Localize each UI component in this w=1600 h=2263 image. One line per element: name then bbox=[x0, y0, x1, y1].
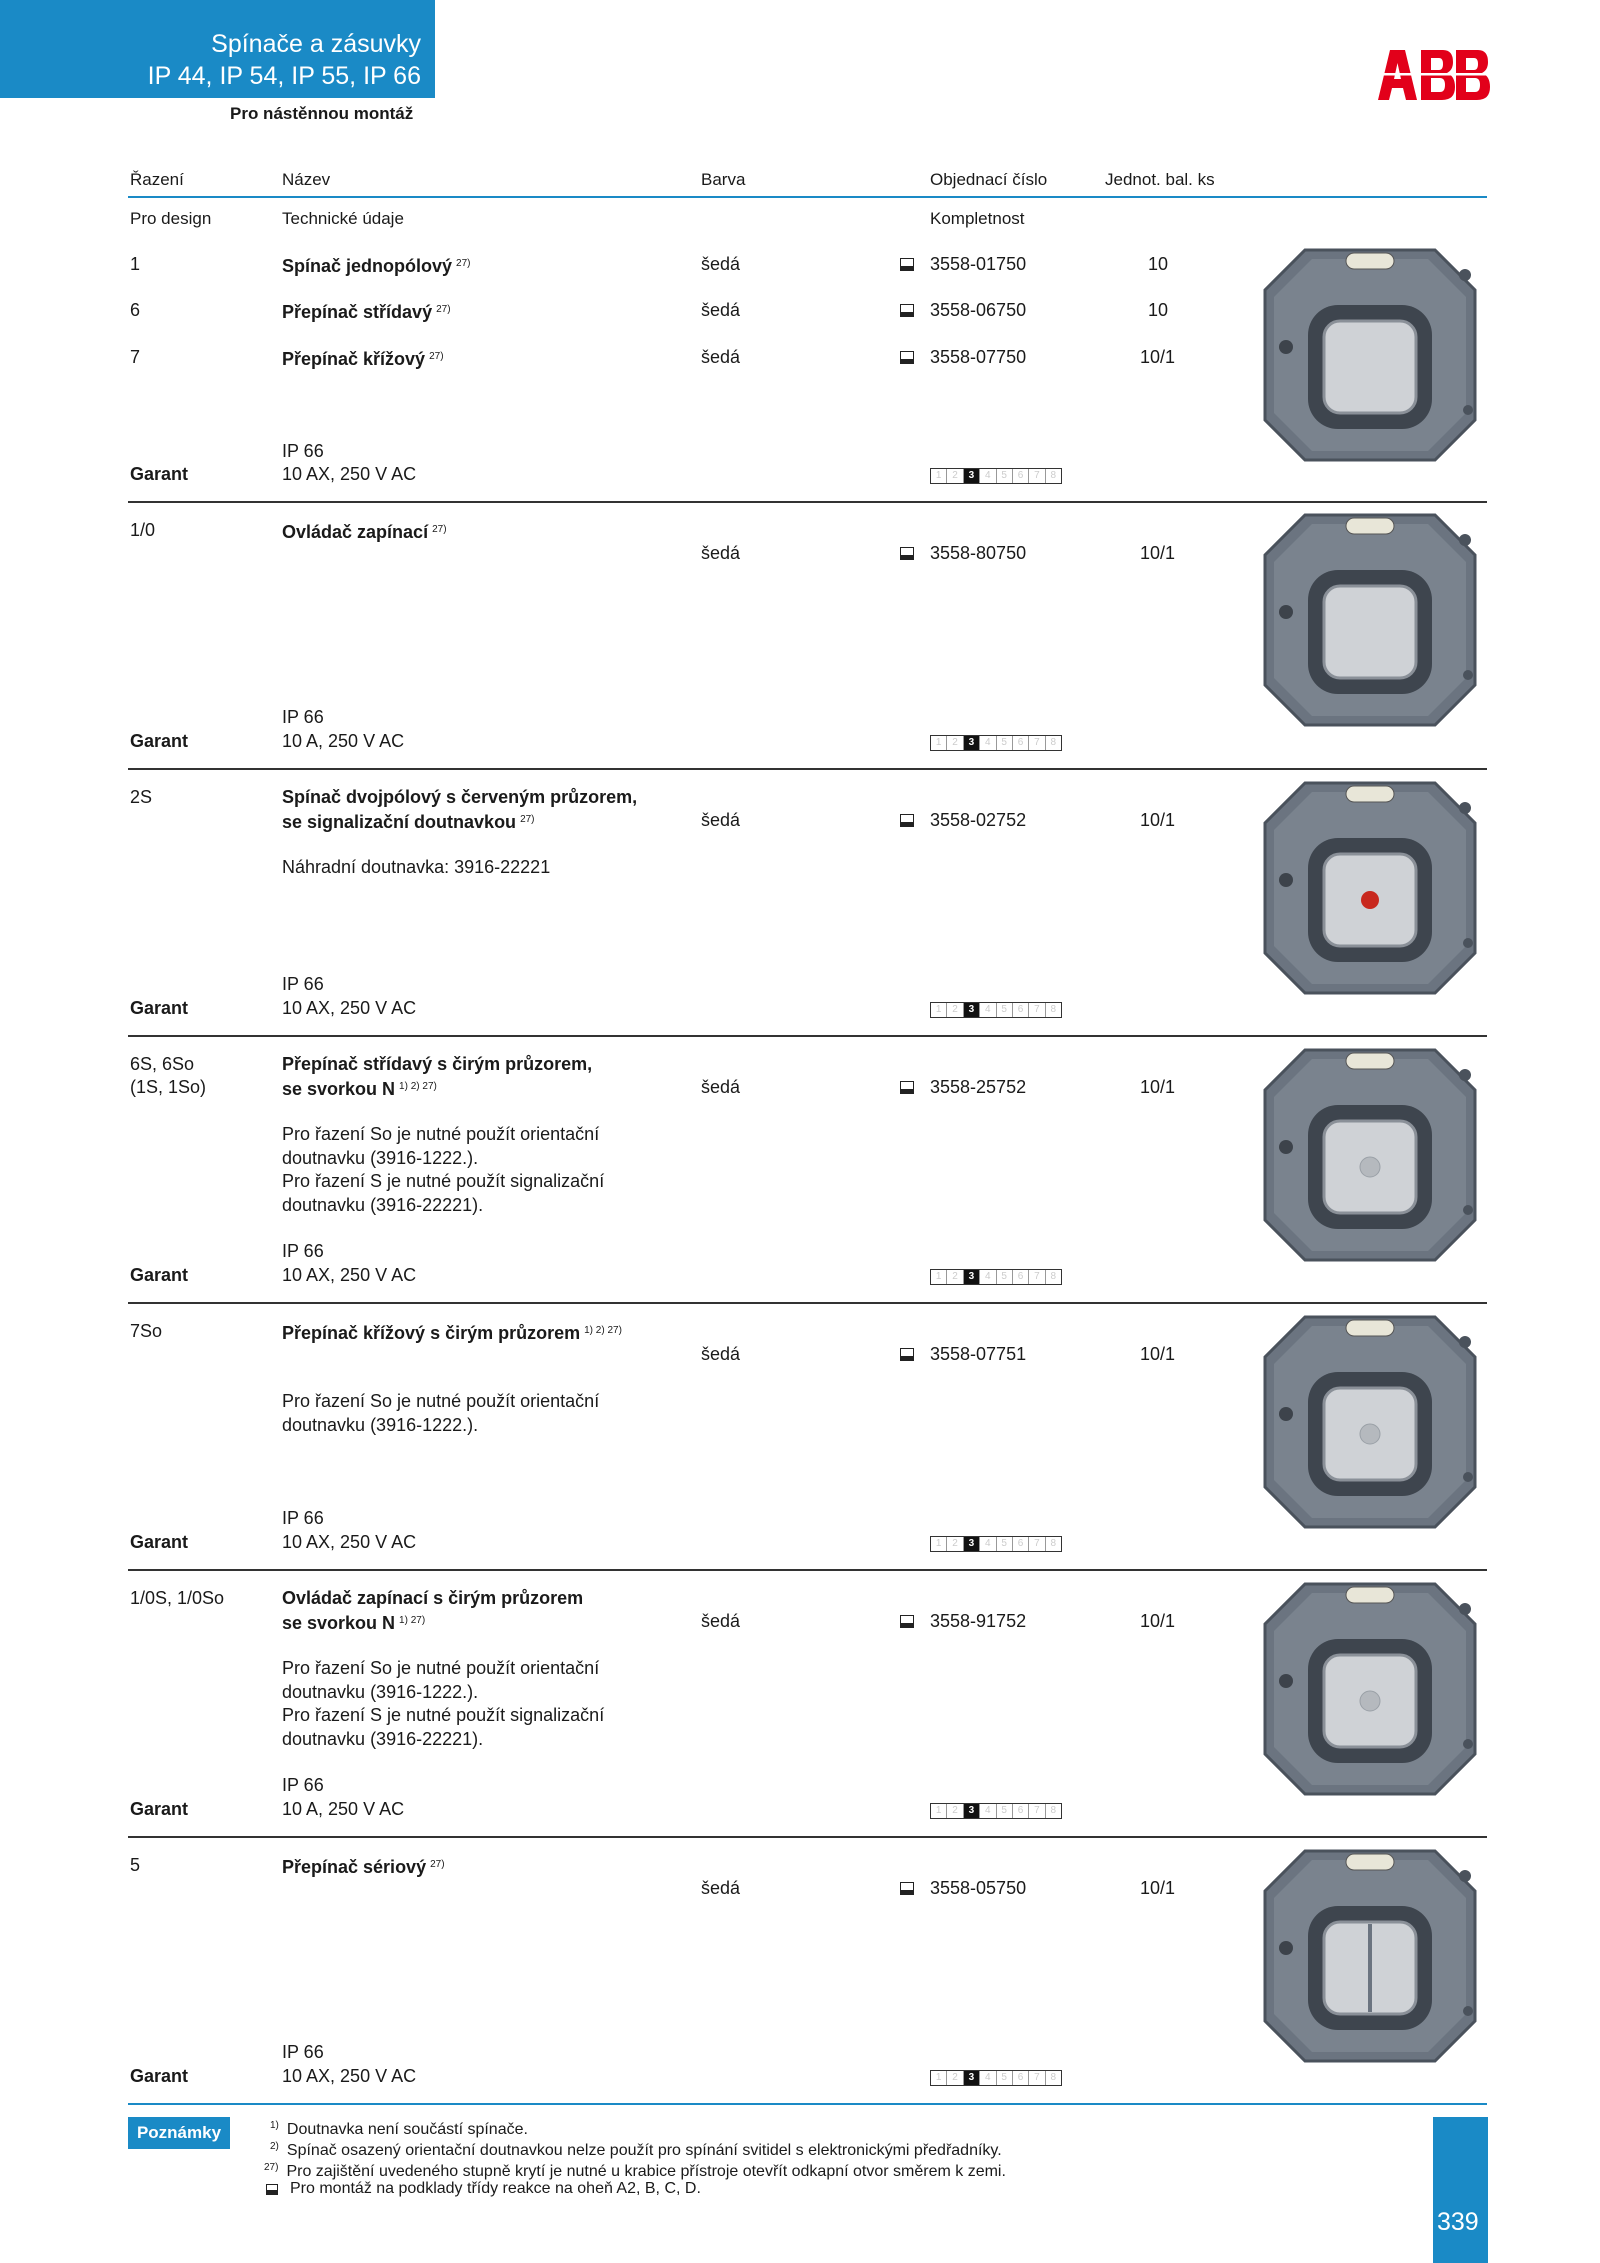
rating-cell: 3 bbox=[964, 1804, 980, 1818]
electrical-rating: 10 A, 250 V AC bbox=[282, 1799, 405, 1819]
rating-cell: 6 bbox=[1013, 469, 1029, 483]
rating-cell: 8 bbox=[1050, 1271, 1057, 1282]
product-name-line2: se signalizační doutnavkou $^{27)}$ bbox=[282, 812, 535, 832]
rating-cell: 5 bbox=[997, 1804, 1013, 1818]
rating-cell: 8 bbox=[1050, 737, 1057, 748]
surface-mount-icon bbox=[900, 1615, 914, 1628]
rating-cell: 8 bbox=[1050, 1004, 1057, 1015]
rating-scale bbox=[930, 1002, 1062, 1018]
rocker-key bbox=[1324, 586, 1416, 678]
product-code: 6S, 6So bbox=[130, 1054, 195, 1074]
rating-cell: 6 bbox=[1013, 1003, 1029, 1017]
switch-photo bbox=[1250, 1035, 1490, 1275]
product-note: doutnavku (3916-1222.). bbox=[282, 1415, 479, 1435]
product-color: šedá bbox=[701, 347, 741, 367]
rating-cell: 6 bbox=[1013, 1804, 1029, 1818]
rating-cell: 4 bbox=[980, 1804, 996, 1818]
garant-label: Garant bbox=[130, 731, 189, 751]
product-color: šedá bbox=[701, 1344, 741, 1364]
rating-cell: 2 bbox=[947, 469, 963, 483]
red-window bbox=[1361, 891, 1379, 909]
electrical-rating: 10 AX, 250 V AC bbox=[282, 464, 417, 484]
garant-label: Garant bbox=[130, 998, 189, 1018]
rating-cell: 7 bbox=[1029, 1270, 1045, 1284]
switch-photo bbox=[1250, 1836, 1490, 2076]
switch-photo bbox=[1250, 1302, 1490, 1542]
product-code: 1/0 bbox=[130, 520, 156, 540]
pack-qty: 10 bbox=[1148, 254, 1169, 274]
ip-rating: IP 66 bbox=[282, 707, 324, 727]
footnote-27: $^{27)}$ Pro zajištění uvedeného stupně krytí je nutné u krabice přístroje otevřít odkapní otvor směrem k zemi. bbox=[264, 2162, 1006, 2180]
product-color: šedá bbox=[701, 543, 741, 563]
switch-photo bbox=[1250, 500, 1490, 740]
product-code: 7 bbox=[130, 347, 141, 367]
product-color: šedá bbox=[701, 1878, 741, 1898]
product-color: šedá bbox=[701, 1077, 741, 1097]
col-pro-design: Pro design bbox=[130, 209, 212, 228]
page-subtitle: Pro nástěnnou montáž bbox=[230, 104, 414, 123]
garant-label: Garant bbox=[130, 1532, 189, 1552]
product-note: Pro řazení So je nutné použít orientační bbox=[282, 1658, 600, 1678]
rating-cell: 7 bbox=[1029, 1537, 1045, 1551]
product-code: 7So bbox=[130, 1321, 163, 1341]
switch-photo bbox=[1250, 235, 1490, 475]
header-rule bbox=[128, 196, 1487, 198]
rating-cell: 3 bbox=[964, 1537, 980, 1551]
header-title-line1: Spínače a zásuvky bbox=[211, 30, 421, 58]
surface-mount-icon bbox=[900, 1348, 914, 1361]
product-name: Přepínač střídavý $^{27)}$ bbox=[282, 302, 451, 322]
ip-rating: IP 66 bbox=[282, 1241, 324, 1261]
rating-cell: 2 bbox=[947, 1804, 963, 1818]
product-name-line1: Přepínač střídavý s čirým průzorem, bbox=[282, 1054, 593, 1074]
rating-cell: 7 bbox=[1029, 1003, 1045, 1017]
rating-scale bbox=[930, 1536, 1062, 1552]
electrical-rating: 10 A, 250 V AC bbox=[282, 731, 405, 751]
electrical-rating: 10 AX, 250 V AC bbox=[282, 998, 417, 1018]
indicator-window bbox=[1346, 518, 1394, 534]
rating-cell: 1 bbox=[931, 2071, 947, 2085]
footnote-mount: Pro montáž na podklady třídy reakce na oheň A2, B, C, D. bbox=[290, 2180, 701, 2197]
ip-rating: IP 66 bbox=[282, 1508, 324, 1528]
product-code: 1/0S, 1/0So bbox=[130, 1588, 225, 1608]
rating-cell: 2 bbox=[947, 736, 963, 750]
surface-mount-icon bbox=[900, 351, 914, 364]
product-note: doutnavku (3916-22221). bbox=[282, 1195, 484, 1215]
rating-cell: 6 bbox=[1013, 1537, 1029, 1551]
ip-rating: IP 66 bbox=[282, 1775, 324, 1795]
switch-photo bbox=[1250, 1569, 1490, 1809]
pack-qty: 10/1 bbox=[1140, 1878, 1176, 1898]
rating-cell: 3 bbox=[964, 469, 980, 483]
surface-mount-icon bbox=[900, 547, 914, 560]
rating-cell: 2 bbox=[947, 1270, 963, 1284]
rating-cell: 2 bbox=[947, 1003, 963, 1017]
ip-rating: IP 66 bbox=[282, 441, 324, 461]
rating-cell: 2 bbox=[947, 2071, 963, 2085]
col-objednaci: Objednací číslo bbox=[930, 170, 1048, 189]
pack-qty: 10/1 bbox=[1140, 1344, 1176, 1364]
order-number: 3558-02752 bbox=[930, 810, 1027, 830]
product-name: Spínač jednopólový $^{27)}$ bbox=[282, 256, 471, 276]
order-number: 3558-25752 bbox=[930, 1077, 1027, 1097]
col-nazev: Název bbox=[282, 170, 331, 189]
rating-cell: 4 bbox=[980, 1270, 996, 1284]
pack-qty: 10 bbox=[1148, 300, 1169, 320]
rating-scale bbox=[930, 1269, 1062, 1285]
electrical-rating: 10 AX, 250 V AC bbox=[282, 1265, 417, 1285]
col-barva: Barva bbox=[701, 170, 746, 189]
product-code: 2S bbox=[130, 787, 153, 807]
product-note: Pro řazení S je nutné použít signalizační bbox=[282, 1705, 605, 1725]
product-note: Náhradní doutnavka: 3916-22221 bbox=[282, 857, 551, 877]
notes-rule bbox=[128, 2103, 1487, 2105]
rating-cell: 8 bbox=[1050, 470, 1057, 481]
rating-cell: 1 bbox=[931, 736, 947, 750]
rating-cell: 6 bbox=[1013, 2071, 1029, 2085]
product-note: doutnavku (3916-1222.). bbox=[282, 1682, 479, 1702]
order-number: 3558-06750 bbox=[930, 300, 1027, 320]
abb-logo bbox=[1375, 45, 1490, 105]
switch-photo bbox=[1250, 768, 1490, 1008]
rating-cell: 1 bbox=[931, 1804, 947, 1818]
rating-cell: 8 bbox=[1050, 2072, 1057, 2083]
product-name-line1: Ovládač zapínací s čirým průzorem bbox=[282, 1588, 584, 1608]
rating-cell: 7 bbox=[1029, 736, 1045, 750]
rating-cell: 4 bbox=[980, 736, 996, 750]
product-name-line1: Spínač dvojpólový s červeným průzorem, bbox=[282, 787, 638, 807]
order-number: 3558-07750 bbox=[930, 347, 1027, 367]
rating-cell: 7 bbox=[1029, 469, 1045, 483]
order-number: 3558-05750 bbox=[930, 1878, 1027, 1898]
product-name: Přepínač křížový $^{27)}$ bbox=[282, 349, 444, 369]
rating-cell: 1 bbox=[931, 1270, 947, 1284]
rating-cell: 1 bbox=[931, 1537, 947, 1551]
rating-cell: 3 bbox=[964, 1003, 980, 1017]
product-name-line2: se svorkou N $^{1) 2) 27)}$ bbox=[282, 1079, 437, 1099]
garant-label: Garant bbox=[130, 464, 189, 484]
rating-cell: 5 bbox=[997, 736, 1013, 750]
rating-cell: 5 bbox=[997, 1537, 1013, 1551]
indicator-window bbox=[1346, 786, 1394, 802]
rating-scale bbox=[930, 2070, 1062, 2086]
order-number: 3558-91752 bbox=[930, 1611, 1027, 1631]
rating-cell: 5 bbox=[997, 469, 1013, 483]
rating-cell: 6 bbox=[1013, 1270, 1029, 1284]
product-code-alt: (1S, 1So) bbox=[130, 1077, 207, 1097]
rating-cell: 3 bbox=[964, 736, 980, 750]
product-note: doutnavku (3916-22221). bbox=[282, 1729, 484, 1749]
product-name: Přepínač sériový $^{27)}$ bbox=[282, 1857, 445, 1877]
pack-qty: 10/1 bbox=[1140, 810, 1176, 830]
rating-cell: 5 bbox=[997, 2071, 1013, 2085]
rating-cell: 1 bbox=[931, 469, 947, 483]
product-color: šedá bbox=[701, 300, 741, 320]
rating-cell: 7 bbox=[1029, 1804, 1045, 1818]
page-number: 339 bbox=[1437, 2208, 1479, 2236]
order-number: 3558-01750 bbox=[930, 254, 1027, 274]
surface-mount-icon bbox=[900, 304, 914, 317]
col-razeni: Řazení bbox=[130, 170, 184, 189]
col-kompletnost: Kompletnost bbox=[930, 209, 1025, 228]
header-banner bbox=[0, 0, 435, 98]
surface-mount-icon bbox=[266, 2184, 278, 2195]
garant-label: Garant bbox=[130, 1799, 189, 1819]
product-color: šedá bbox=[701, 810, 741, 830]
order-number: 3558-80750 bbox=[930, 543, 1027, 563]
indicator-window bbox=[1346, 1587, 1394, 1603]
rating-cell: 1 bbox=[931, 1003, 947, 1017]
footnote-2: $^{2)}$ Spínač osazený orientační doutnavkou nelze použít pro spínání svitidel s elektronickými předřadníky. bbox=[270, 2141, 1002, 2159]
surface-mount-icon bbox=[900, 1081, 914, 1094]
rocker-key bbox=[1324, 321, 1416, 413]
rating-scale bbox=[930, 468, 1062, 484]
product-color: šedá bbox=[701, 254, 741, 274]
product-code: 5 bbox=[130, 1855, 141, 1875]
product-color: šedá bbox=[701, 1611, 741, 1631]
ip-rating: IP 66 bbox=[282, 2042, 324, 2062]
clear-window bbox=[1360, 1157, 1380, 1177]
page-number-box bbox=[1433, 2117, 1488, 2263]
surface-mount-icon bbox=[900, 814, 914, 827]
ip-rating: IP 66 bbox=[282, 974, 324, 994]
surface-mount-icon bbox=[900, 258, 914, 271]
indicator-window bbox=[1346, 1053, 1394, 1069]
indicator-window bbox=[1346, 253, 1394, 269]
pack-qty: 10/1 bbox=[1140, 1611, 1176, 1631]
garant-label: Garant bbox=[130, 2066, 189, 2086]
product-name: Přepínač křížový s čirým průzorem $^{1) 2) 27)}$ bbox=[282, 1323, 622, 1343]
product-note: Pro řazení So je nutné použít orientační bbox=[282, 1124, 600, 1144]
rating-cell: 8 bbox=[1050, 1538, 1057, 1549]
rating-scale bbox=[930, 1803, 1062, 1819]
product-note: Pro řazení S je nutné použít signalizační bbox=[282, 1171, 605, 1191]
surface-mount-icon bbox=[900, 1882, 914, 1895]
product-note: Pro řazení So je nutné použít orientační bbox=[282, 1391, 600, 1411]
pack-qty: 10/1 bbox=[1140, 1077, 1176, 1097]
rating-cell: 3 bbox=[964, 2071, 980, 2085]
pack-qty: 10/1 bbox=[1140, 347, 1176, 367]
rating-cell: 2 bbox=[947, 1537, 963, 1551]
clear-window bbox=[1360, 1691, 1380, 1711]
order-number: 3558-07751 bbox=[930, 1344, 1027, 1364]
rating-cell: 7 bbox=[1029, 2071, 1045, 2085]
electrical-rating: 10 AX, 250 V AC bbox=[282, 2066, 417, 2086]
product-name-line2: se svorkou N $^{1) 27)}$ bbox=[282, 1613, 426, 1633]
electrical-rating: 10 AX, 250 V AC bbox=[282, 1532, 417, 1552]
footnote-1: $^{1)}$ Doutnavka není součástí spínače. bbox=[270, 2120, 528, 2138]
rating-cell: 5 bbox=[997, 1270, 1013, 1284]
product-note: doutnavku (3916-1222.). bbox=[282, 1148, 479, 1168]
rating-cell: 3 bbox=[964, 1270, 980, 1284]
clear-window bbox=[1360, 1424, 1380, 1444]
rating-cell: 4 bbox=[980, 1003, 996, 1017]
rating-cell: 4 bbox=[980, 1537, 996, 1551]
product-name: Ovládač zapínací $^{27)}$ bbox=[282, 522, 447, 542]
pack-qty: 10/1 bbox=[1140, 543, 1176, 563]
rating-cell: 4 bbox=[980, 2071, 996, 2085]
rating-cell: 6 bbox=[1013, 736, 1029, 750]
rating-cell: 8 bbox=[1050, 1805, 1057, 1816]
notes-label: Poznámky bbox=[128, 2117, 230, 2149]
rating-scale bbox=[930, 735, 1062, 751]
rating-cell: 4 bbox=[980, 469, 996, 483]
garant-label: Garant bbox=[130, 1265, 189, 1285]
product-code: 6 bbox=[130, 300, 141, 320]
col-technicke: Technické údaje bbox=[282, 209, 404, 228]
header-title-line2: IP 44, IP 54, IP 55, IP 66 bbox=[147, 62, 421, 90]
indicator-window bbox=[1346, 1854, 1394, 1870]
indicator-window bbox=[1346, 1320, 1394, 1336]
rating-cell: 5 bbox=[997, 1003, 1013, 1017]
col-jednot: Jednot. bal. ks bbox=[1105, 170, 1215, 189]
product-code: 1 bbox=[130, 254, 141, 274]
